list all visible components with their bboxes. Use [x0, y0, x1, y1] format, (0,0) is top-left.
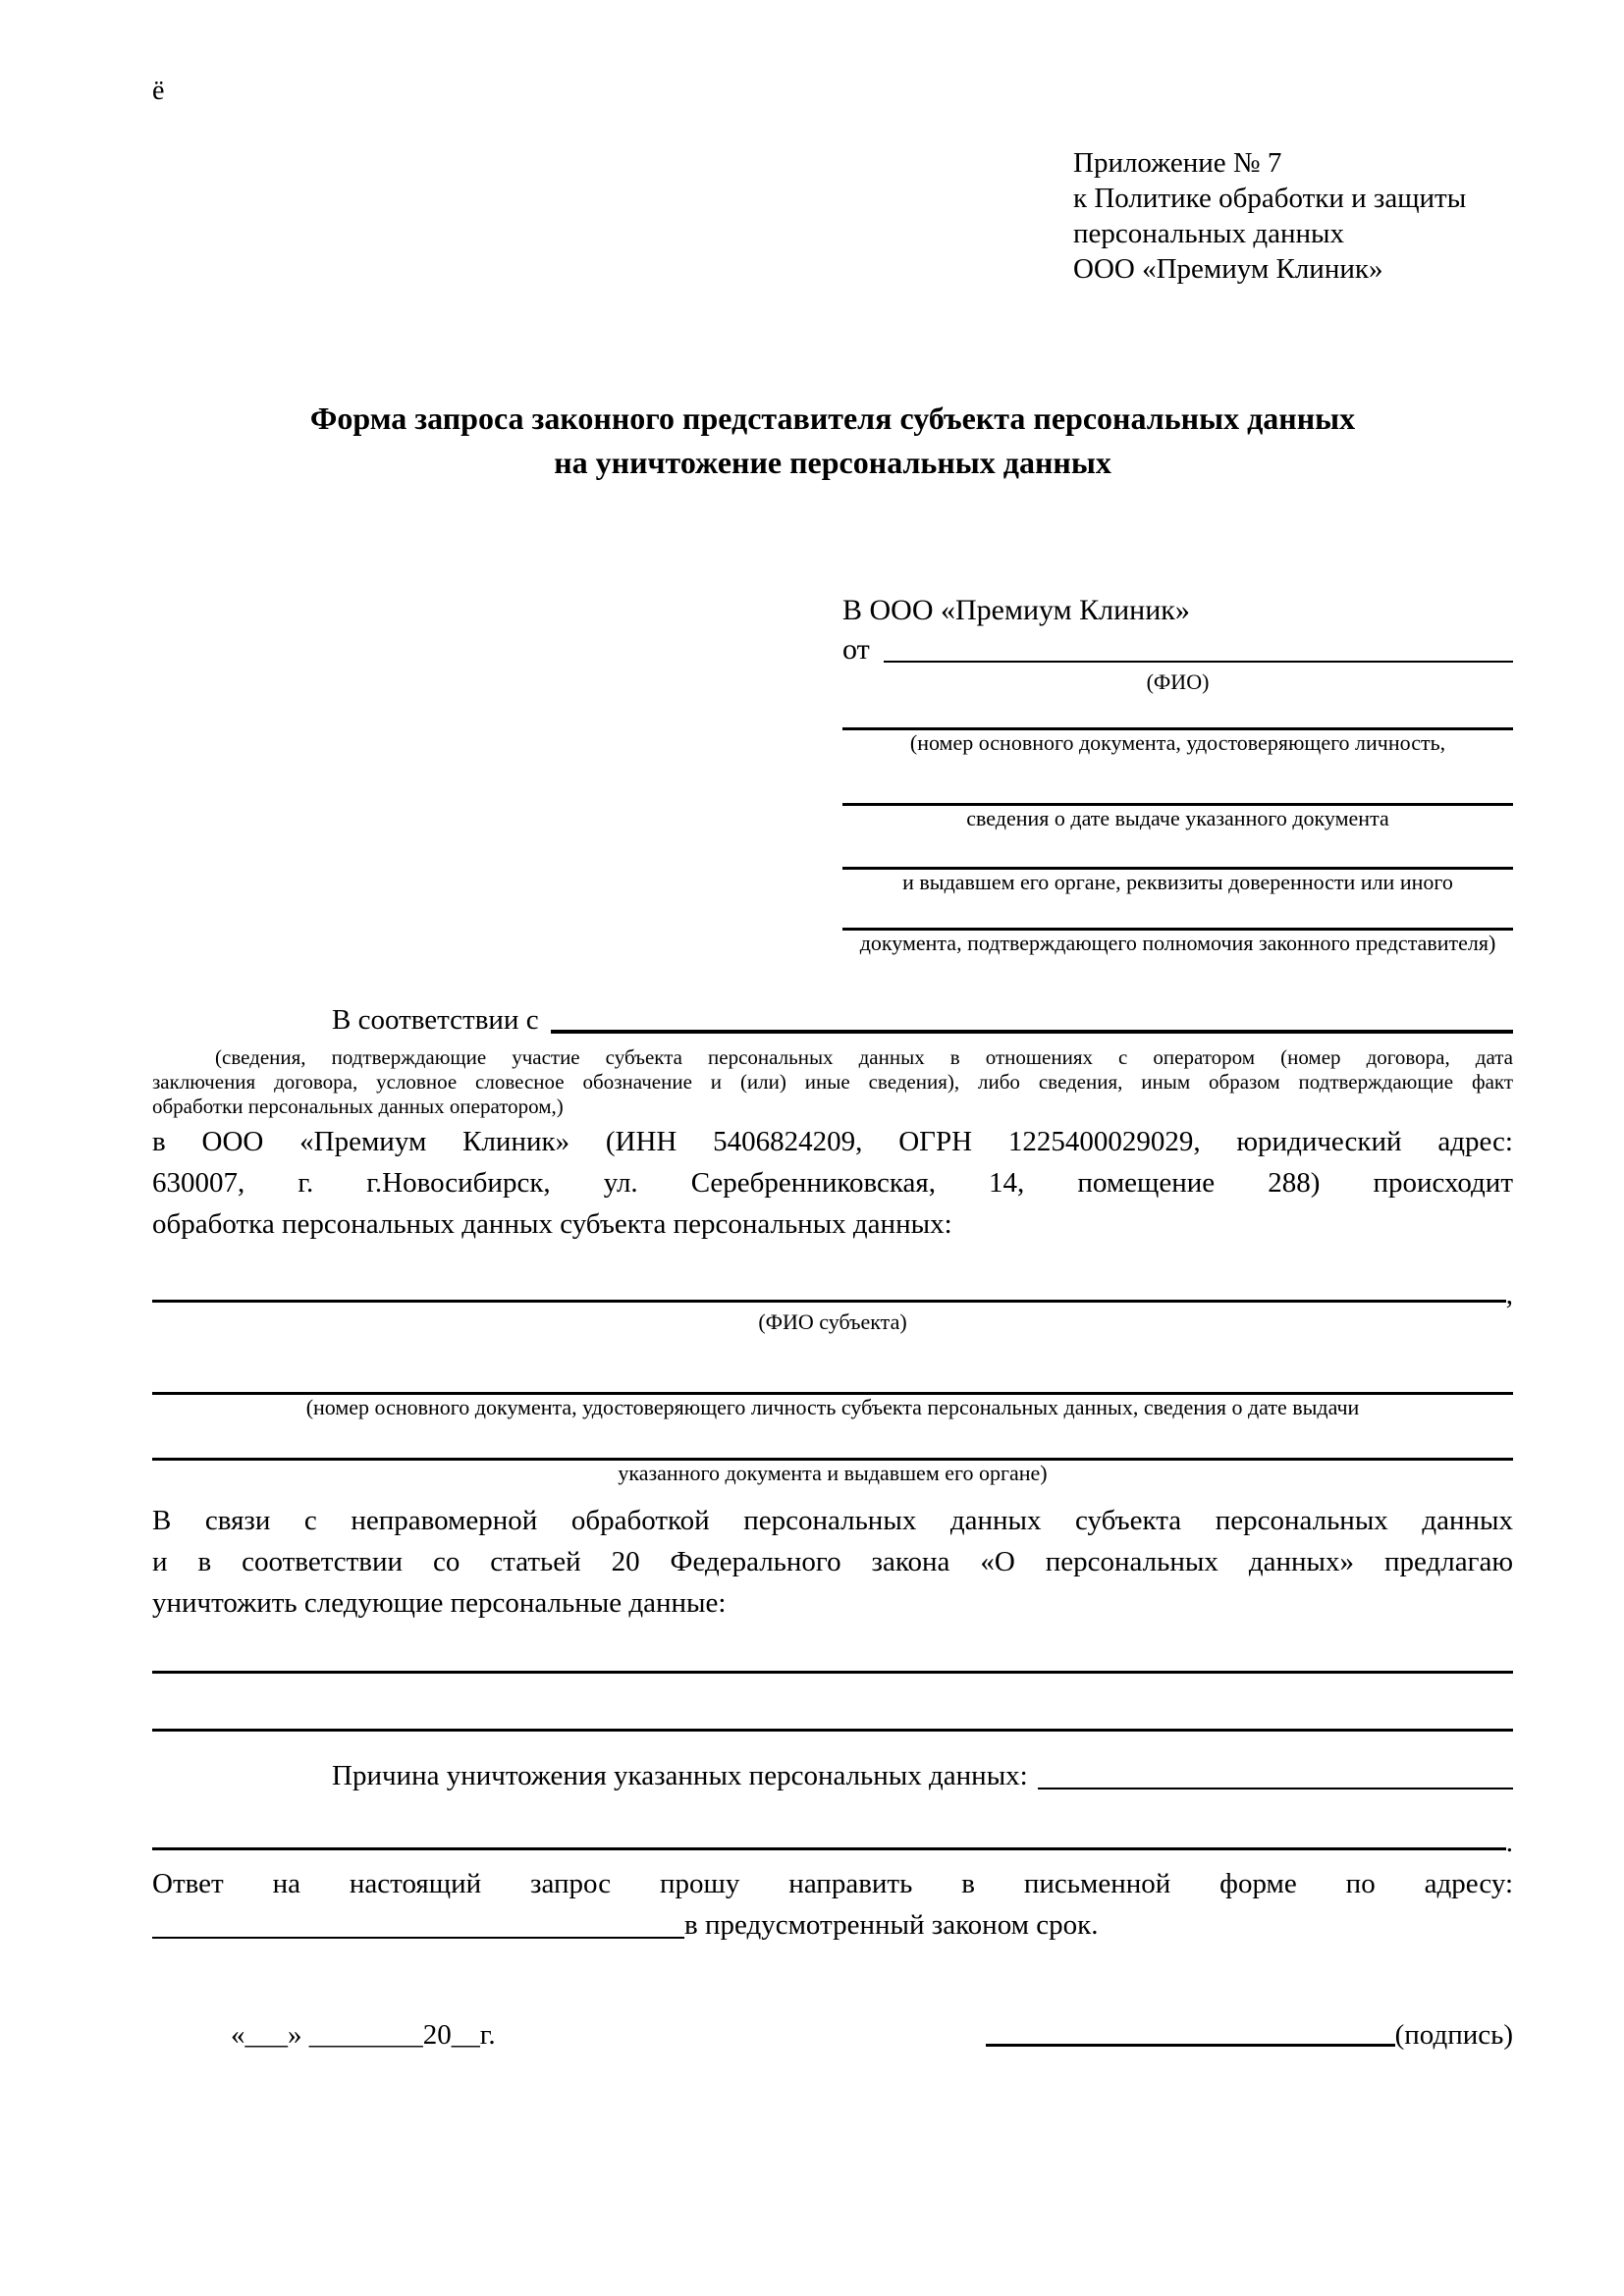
paragraph-indent	[152, 1755, 332, 1796]
signature-group	[986, 2016, 1513, 2054]
document-title-line: на уничтожение персональных данных	[554, 445, 1111, 480]
unlawful-paragraph-line: уничтожить следующие персональные данные:	[152, 1587, 727, 1619]
trailing-period: .	[1505, 1827, 1513, 1858]
operator-paragraph-line: обработка персональных данных субъекта персональных данных:	[152, 1208, 952, 1240]
appendix-line: персональных данных	[1073, 218, 1345, 249]
response-address-fill-line	[152, 1904, 684, 1939]
reason-fill-line	[1038, 1755, 1513, 1789]
response-request-line: Ответ на настоящий запрос прошу направить в письменной форме по адресу:	[152, 1868, 1513, 1899]
accordance-note-line: обработки персональных данных оператором,)	[152, 1095, 564, 1118]
footer-row	[152, 2016, 1513, 2054]
subject-doc-caption: (номер основного документа, удостоверяющего личность субъекта персональных данных, сведения о дате выдачи	[305, 1395, 1360, 1419]
operator-paragraph	[152, 1121, 1513, 1245]
date-blank: «___» ________20__г.	[231, 2019, 496, 2051]
document-title-line: Форма запроса законного представителя субъекта персональных данных	[309, 400, 1356, 436]
response-deadline-text: в предусмотренный законом срок.	[684, 1909, 1099, 1941]
stray-character: ё	[152, 76, 165, 106]
reason-row	[152, 1755, 1513, 1796]
appendix-line: Приложение № 7	[1073, 147, 1282, 179]
unlawful-paragraph-line: и в соответствии со статьей 20 Федерального закона «О персональных данных» предлагаю	[152, 1546, 1513, 1577]
fio-fill-line	[884, 630, 1513, 663]
appendix-line: ООО «Премиум Клиник»	[1073, 253, 1383, 285]
addressee-company: В ООО «Премиум Клиник»	[842, 594, 1190, 626]
data-to-destroy-fill-line-1	[152, 1671, 1513, 1674]
subject-doc-authority-caption: указанного документа и выдавшем его органе)	[618, 1461, 1048, 1485]
accordance-label: В соответствии с	[332, 1004, 539, 1036]
accordance-note-line: заключения договора, условное словесное обозначение и (или) иные сведения), либо сведения, иным образом подтверждающие факт	[152, 1070, 1513, 1094]
signature-caption: (подпись)	[1394, 2019, 1513, 2051]
response-address-row	[152, 1904, 1513, 1946]
reason-continuation-fill-line	[152, 1828, 1506, 1850]
subject-fio-row	[152, 1280, 1513, 1309]
unlawful-paragraph-line: В связи с неправомерной обработкой персональных данных субъекта персональных данных	[152, 1505, 1513, 1536]
reason-continuation-row	[152, 1828, 1513, 1857]
subject-fio-fill-line	[152, 1280, 1506, 1303]
addressee-block	[842, 591, 1513, 956]
operator-paragraph-line: в ООО «Премиум Клиник» (ИНН 5406824209, ОГРН 1225400029029, юридический адрес:	[152, 1126, 1513, 1157]
accordance-note-line: (сведения, подтверждающие участие субъекта персональных данных в отношениях с оператором (номер договора, дата	[215, 1045, 1513, 1069]
operator-paragraph-line: 630007, г. г.Новосибирск, ул. Серебренниковская, 14, помещение 288) происходит	[152, 1167, 1513, 1199]
document-title	[152, 397, 1513, 485]
appendix-line: к Политике обработки и защиты	[1073, 183, 1467, 214]
accordance-note	[152, 1045, 1513, 1119]
reason-label: Причина уничтожения указанных персональных данных:	[332, 1760, 1028, 1791]
issue-date-caption: сведения о дате выдаче указанного документа	[966, 806, 1389, 830]
fio-caption: (ФИО)	[1146, 669, 1210, 694]
addressee-from-row	[842, 630, 1513, 669]
data-to-destroy-fill-line-2	[152, 1729, 1513, 1732]
accordance-row	[152, 999, 1513, 1041]
authority-document-caption: документа, подтверждающего полномочия законного представителя)	[859, 931, 1496, 955]
signature-fill-line	[986, 2016, 1395, 2047]
unlawful-processing-paragraph	[152, 1500, 1513, 1624]
paragraph-indent	[152, 999, 332, 1041]
accordance-fill-line	[551, 999, 1513, 1034]
subject-fio-caption: (ФИО субъекта)	[758, 1309, 907, 1334]
doc-number-caption: (номер основного документа, удостоверяющего личность,	[909, 730, 1446, 755]
from-label: от	[842, 633, 870, 666]
appendix-note	[1073, 145, 1513, 287]
issuing-authority-caption: и выдавшем его органе, реквизиты доверенности или иного	[902, 870, 1453, 894]
trailing-comma: ,	[1505, 1279, 1513, 1310]
